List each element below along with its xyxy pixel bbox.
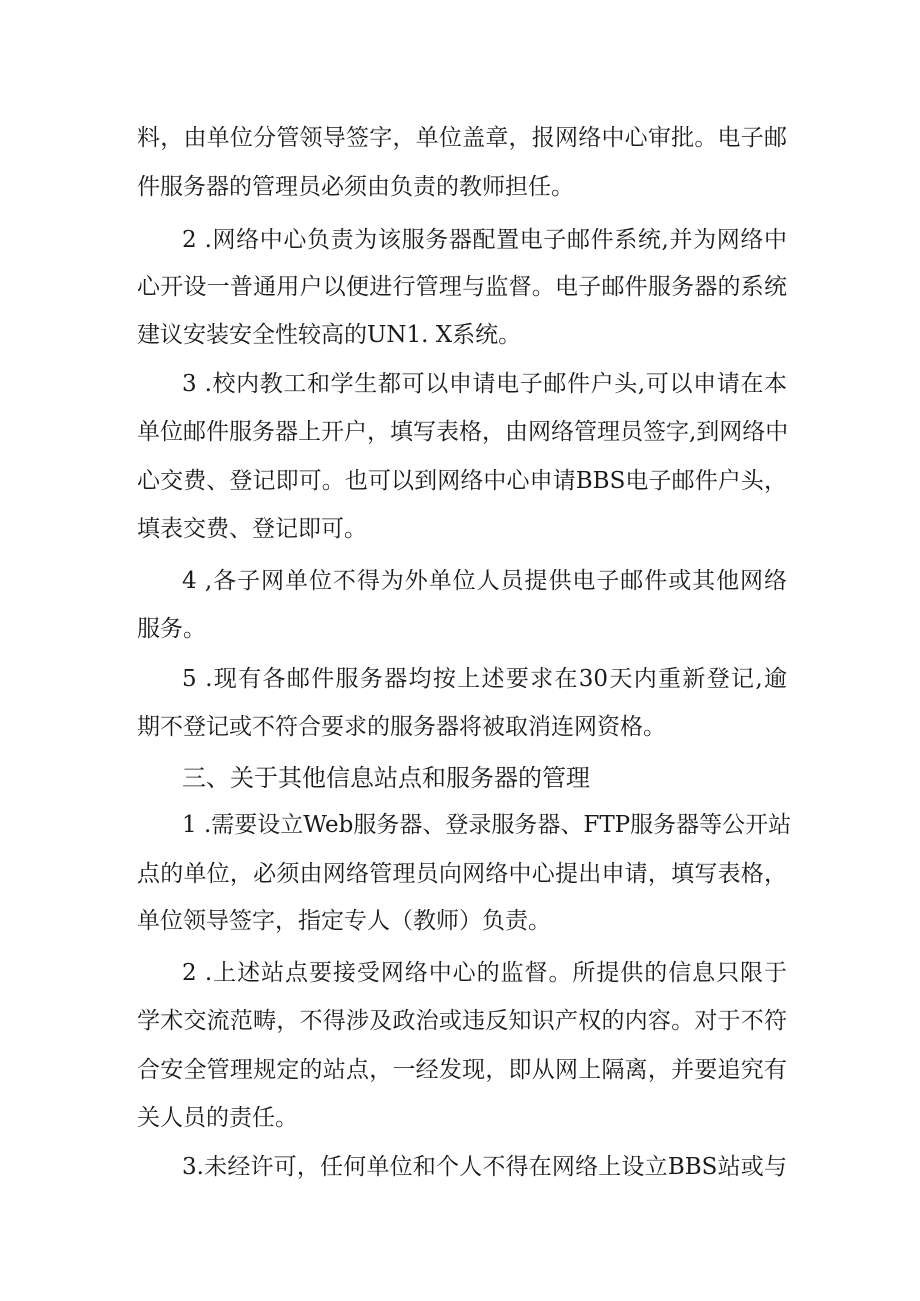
section-heading: 三、关于其他信息站点和服务器的管理 — [182, 764, 590, 792]
text-line: 服务。 — [137, 616, 206, 642]
text-line: 关人员的责任。 — [137, 1105, 298, 1131]
text-line: 件服务器的管理员必须由负责的教师担任。 — [137, 174, 574, 200]
text-line: 合安全管理规定的站点，一经发现，即从网上隔离，并要追究有 — [137, 1057, 787, 1083]
text-line: 点的单位，必须由网络管理员向网络中心提出申请，填写表格， — [137, 861, 787, 887]
text-line: 建议安装安全性较高的UN1. X系统。 — [137, 322, 522, 348]
text-line: 心交费、登记即可。也可以到网络中心申请BBS电子邮件户头， — [137, 468, 787, 494]
text-line: 5 .现有各邮件服务器均按上述要求在30天内重新登记,逾 — [182, 666, 787, 692]
text-line: 4 ,各子网单位不得为外单位人员提供电子邮件或其他网络 — [182, 568, 787, 594]
text-line: 心开设一普通用户以便进行管理与监督。电子邮件服务器的系统 — [137, 274, 787, 300]
text-line: 学术交流范畴，不得涉及政治或违反知识产权的内容。对于不符 — [137, 1008, 787, 1034]
text-line: 3.未经许可，任何单位和个人不得在网络上设立BBS站或与 — [182, 1154, 787, 1180]
text-line: 料，由单位分管领导签字，单位盖章，报网络中心审批。电子邮 — [137, 125, 787, 151]
text-line: 期不登记或不符合要求的服务器将被取消连网资格。 — [137, 714, 666, 740]
text-line: 单位邮件服务器上开户，填写表格，由网络管理员签字,到网络中 — [137, 419, 789, 445]
text-line: 单位领导签字，指定专人（教师）负责。 — [137, 908, 551, 934]
text-line: 3 .校内教工和学生都可以申请电子邮件户头,可以申请在本 — [182, 371, 787, 397]
text-line: 2 .网络中心负责为该服务器配置电子邮件系统,并为网络中 — [182, 227, 787, 253]
text-line: 填表交费、登记即可。 — [137, 516, 367, 542]
text-line: 1 .需要设立Web服务器、登录服务器、FTP服务器等公开站 — [182, 812, 792, 838]
text-line: 2 .上述站点要接受网络中心的监督。所提供的信息只限于 — [182, 960, 787, 986]
